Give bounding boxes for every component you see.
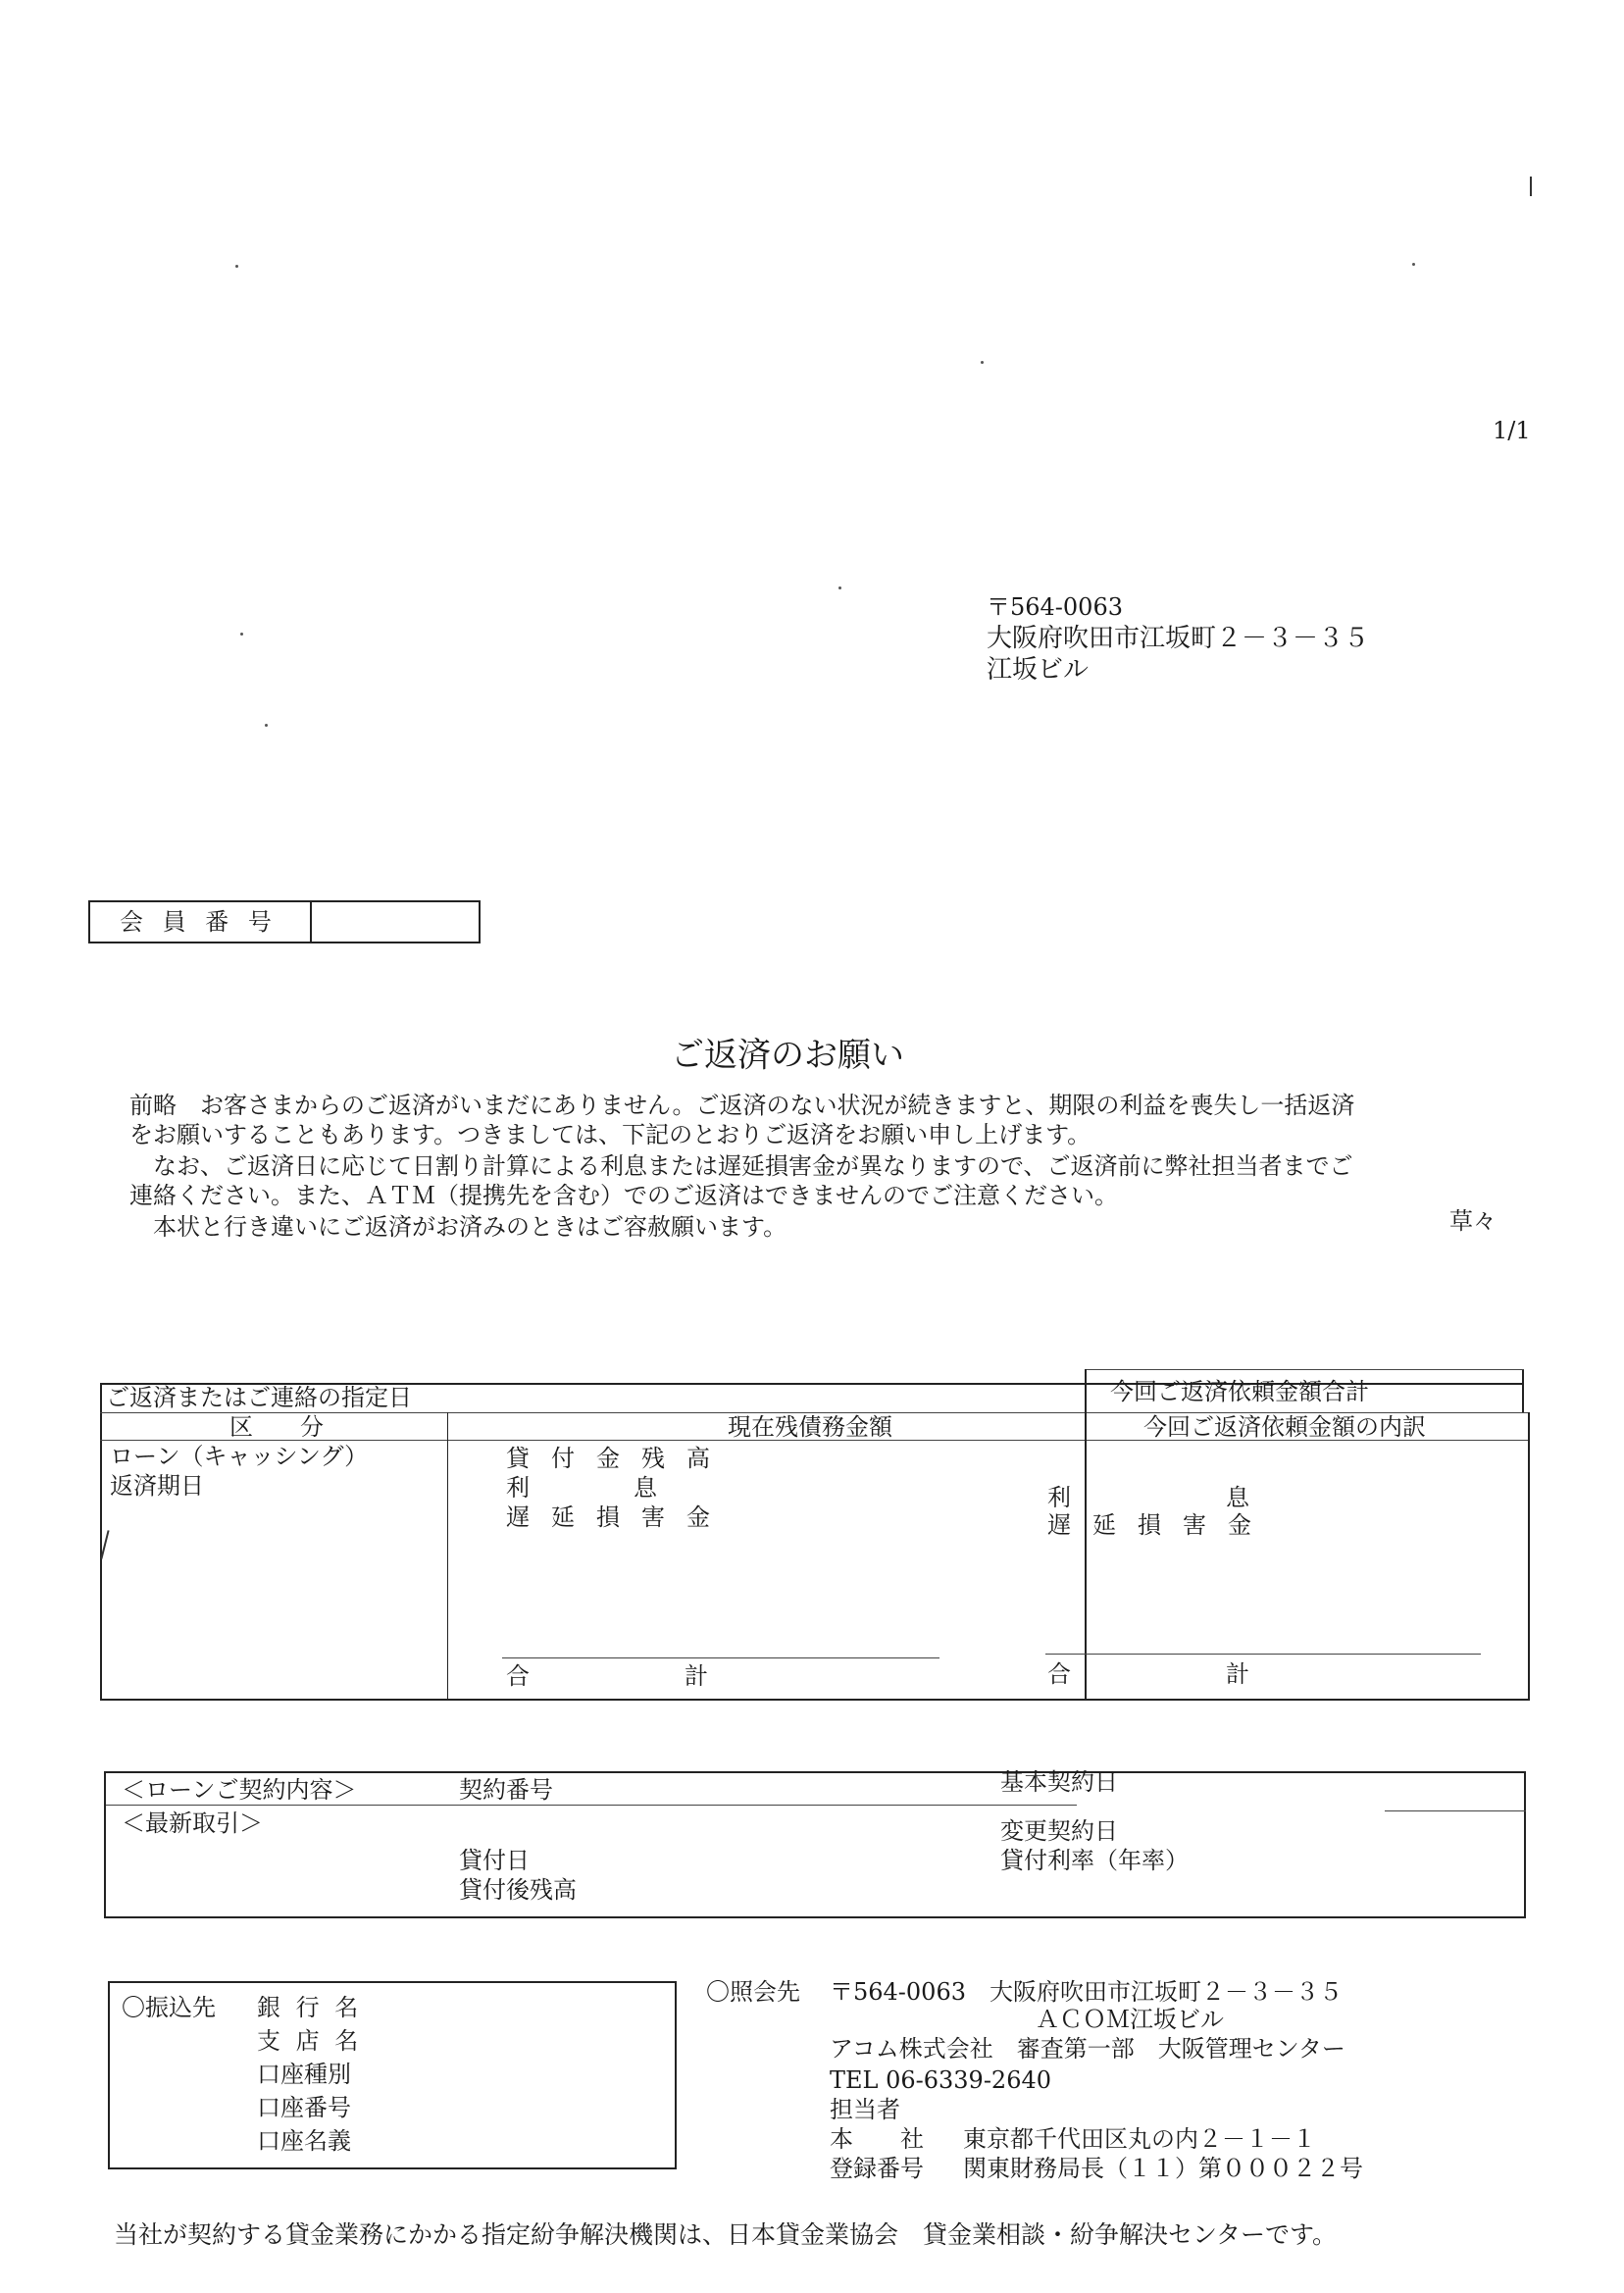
designated-date-label: ご返済またはご連絡の指定日 — [106, 1384, 412, 1411]
interest-rate-label: 貸付利率（年率） — [1000, 1847, 1189, 1874]
head-office-label: 本 社 — [830, 2125, 924, 2153]
letter-title: ご返済のお願い — [671, 1036, 904, 1075]
latest-transaction-label: ＜最新取引＞ — [122, 1809, 263, 1837]
account-number-label: 口座番号 — [257, 2094, 351, 2121]
column-current-balance: 現在残債務金額 — [728, 1413, 892, 1441]
account-holder-label: 口座名義 — [257, 2127, 351, 2155]
scan-speck — [235, 265, 238, 268]
contract-table — [104, 1768, 1526, 1918]
letter-paragraph-2-line-2: 連絡ください。また、ＡＴＭ（提携先を含む）でのご返済はできませんのでご注意ください。 — [129, 1182, 1118, 1209]
member-number-label: 会 員 番 号 — [120, 908, 278, 936]
inquiry-company: アコム株式会社 審査第一部 大阪管理センター — [830, 2035, 1345, 2063]
registration-number: 関東財務局長（１１）第０００２２号 — [963, 2155, 1363, 2182]
balance-after-loan-label: 貸付後残高 — [459, 1876, 577, 1904]
breakdown-late-charge: 遅延損害金 — [1047, 1511, 1273, 1539]
column-breakdown: 今回ご返済依頼金額の内訳 — [1143, 1413, 1426, 1441]
contract-details-label: ＜ローンご契約内容＞ — [122, 1776, 357, 1804]
balance-interest: 利 息 — [506, 1474, 659, 1502]
loan-date-label: 貸付日 — [459, 1847, 530, 1874]
member-number-box — [88, 900, 481, 943]
account-type-label: 口座種別 — [257, 2061, 351, 2088]
inquiry-staff: 担当者 — [830, 2096, 900, 2123]
dispute-resolution-notice: 当社が契約する貸金業務にかかる指定紛争解決機関は、日本貸金業協会 貸金業相談・紛争解決センターです。 — [114, 2220, 1338, 2249]
head-office-address: 東京都千代田区丸の内２－１－１ — [963, 2125, 1316, 2153]
letter-paragraph-1-line-1: 前略 お客さまからのご返済がいまだにありません。ご返済のない状況が続きますと、期限の利益を喪失し一括返済 — [129, 1092, 1355, 1119]
letter-paragraph-3-line-1: 本状と行き違いにご返済がお済みのときはご容赦願います。 — [129, 1213, 787, 1241]
branch-name-label: 支 店 名 — [257, 2027, 363, 2055]
sender-address-line2: 江坂ビル — [987, 655, 1090, 685]
requested-total-label: 今回ご返済依頼金額合計 — [1110, 1378, 1369, 1405]
transfer-destination-box — [108, 1981, 677, 2169]
registration-label: 登録番号 — [830, 2155, 924, 2182]
letter-closing: 草々 — [1449, 1207, 1497, 1235]
category-due-date: 返済期日 — [110, 1472, 204, 1500]
scan-speck — [265, 724, 268, 727]
inquiry-address: 〒564-0063 大阪府吹田市江坂町２－３－３５ — [830, 1978, 1343, 2006]
inquiry-building: ＡＣＯＭ江坂ビル — [1036, 2006, 1224, 2033]
transfer-heading: 〇振込先 — [122, 1994, 216, 2021]
breakdown-interest: 利 息 — [1047, 1484, 1251, 1511]
balance-total: 合 計 — [506, 1662, 710, 1690]
contract-number-label: 契約番号 — [459, 1776, 553, 1804]
sender-address-line1: 大阪府吹田市江坂町２－３－３５ — [987, 624, 1370, 653]
balance-late-charge: 遅延損害金 — [506, 1503, 732, 1531]
changed-contract-date-label: 変更契約日 — [1000, 1817, 1118, 1845]
bank-name-label: 銀 行 名 — [257, 1994, 363, 2021]
amount-table — [100, 1369, 1530, 1701]
member-number-divider — [310, 902, 312, 942]
page-number: 1/1 — [1493, 417, 1531, 444]
inquiry-heading: 〇照会先 — [706, 1978, 800, 2006]
scan-mark — [1530, 177, 1532, 196]
column-category: 区 分 — [229, 1413, 324, 1441]
scan-speck — [838, 586, 841, 589]
scan-speck — [981, 361, 984, 364]
letter-paragraph-2-line-1: なお、ご返済日に応じて日割り計算による利息または遅延損害金が異なりますので、ご返済前に弊社担当者までご — [129, 1152, 1353, 1180]
sender-postal-code: 〒564-0063 — [987, 593, 1123, 621]
letter-paragraph-1-line-2: をお願いすることもあります。つきましては、下記のとおりご返済をお願い申し上げます。 — [129, 1121, 1091, 1148]
balance-loan-remaining: 貸付金残高 — [506, 1445, 732, 1472]
inquiry-tel: TEL 06-6339-2640 — [830, 2066, 1052, 2094]
breakdown-total: 合 計 — [1047, 1660, 1251, 1688]
basic-contract-date-label: 基本契約日 — [1000, 1768, 1118, 1796]
category-loan: ローン（キャッシング） — [110, 1443, 369, 1470]
scan-speck — [240, 633, 243, 636]
scan-speck — [1412, 263, 1415, 266]
